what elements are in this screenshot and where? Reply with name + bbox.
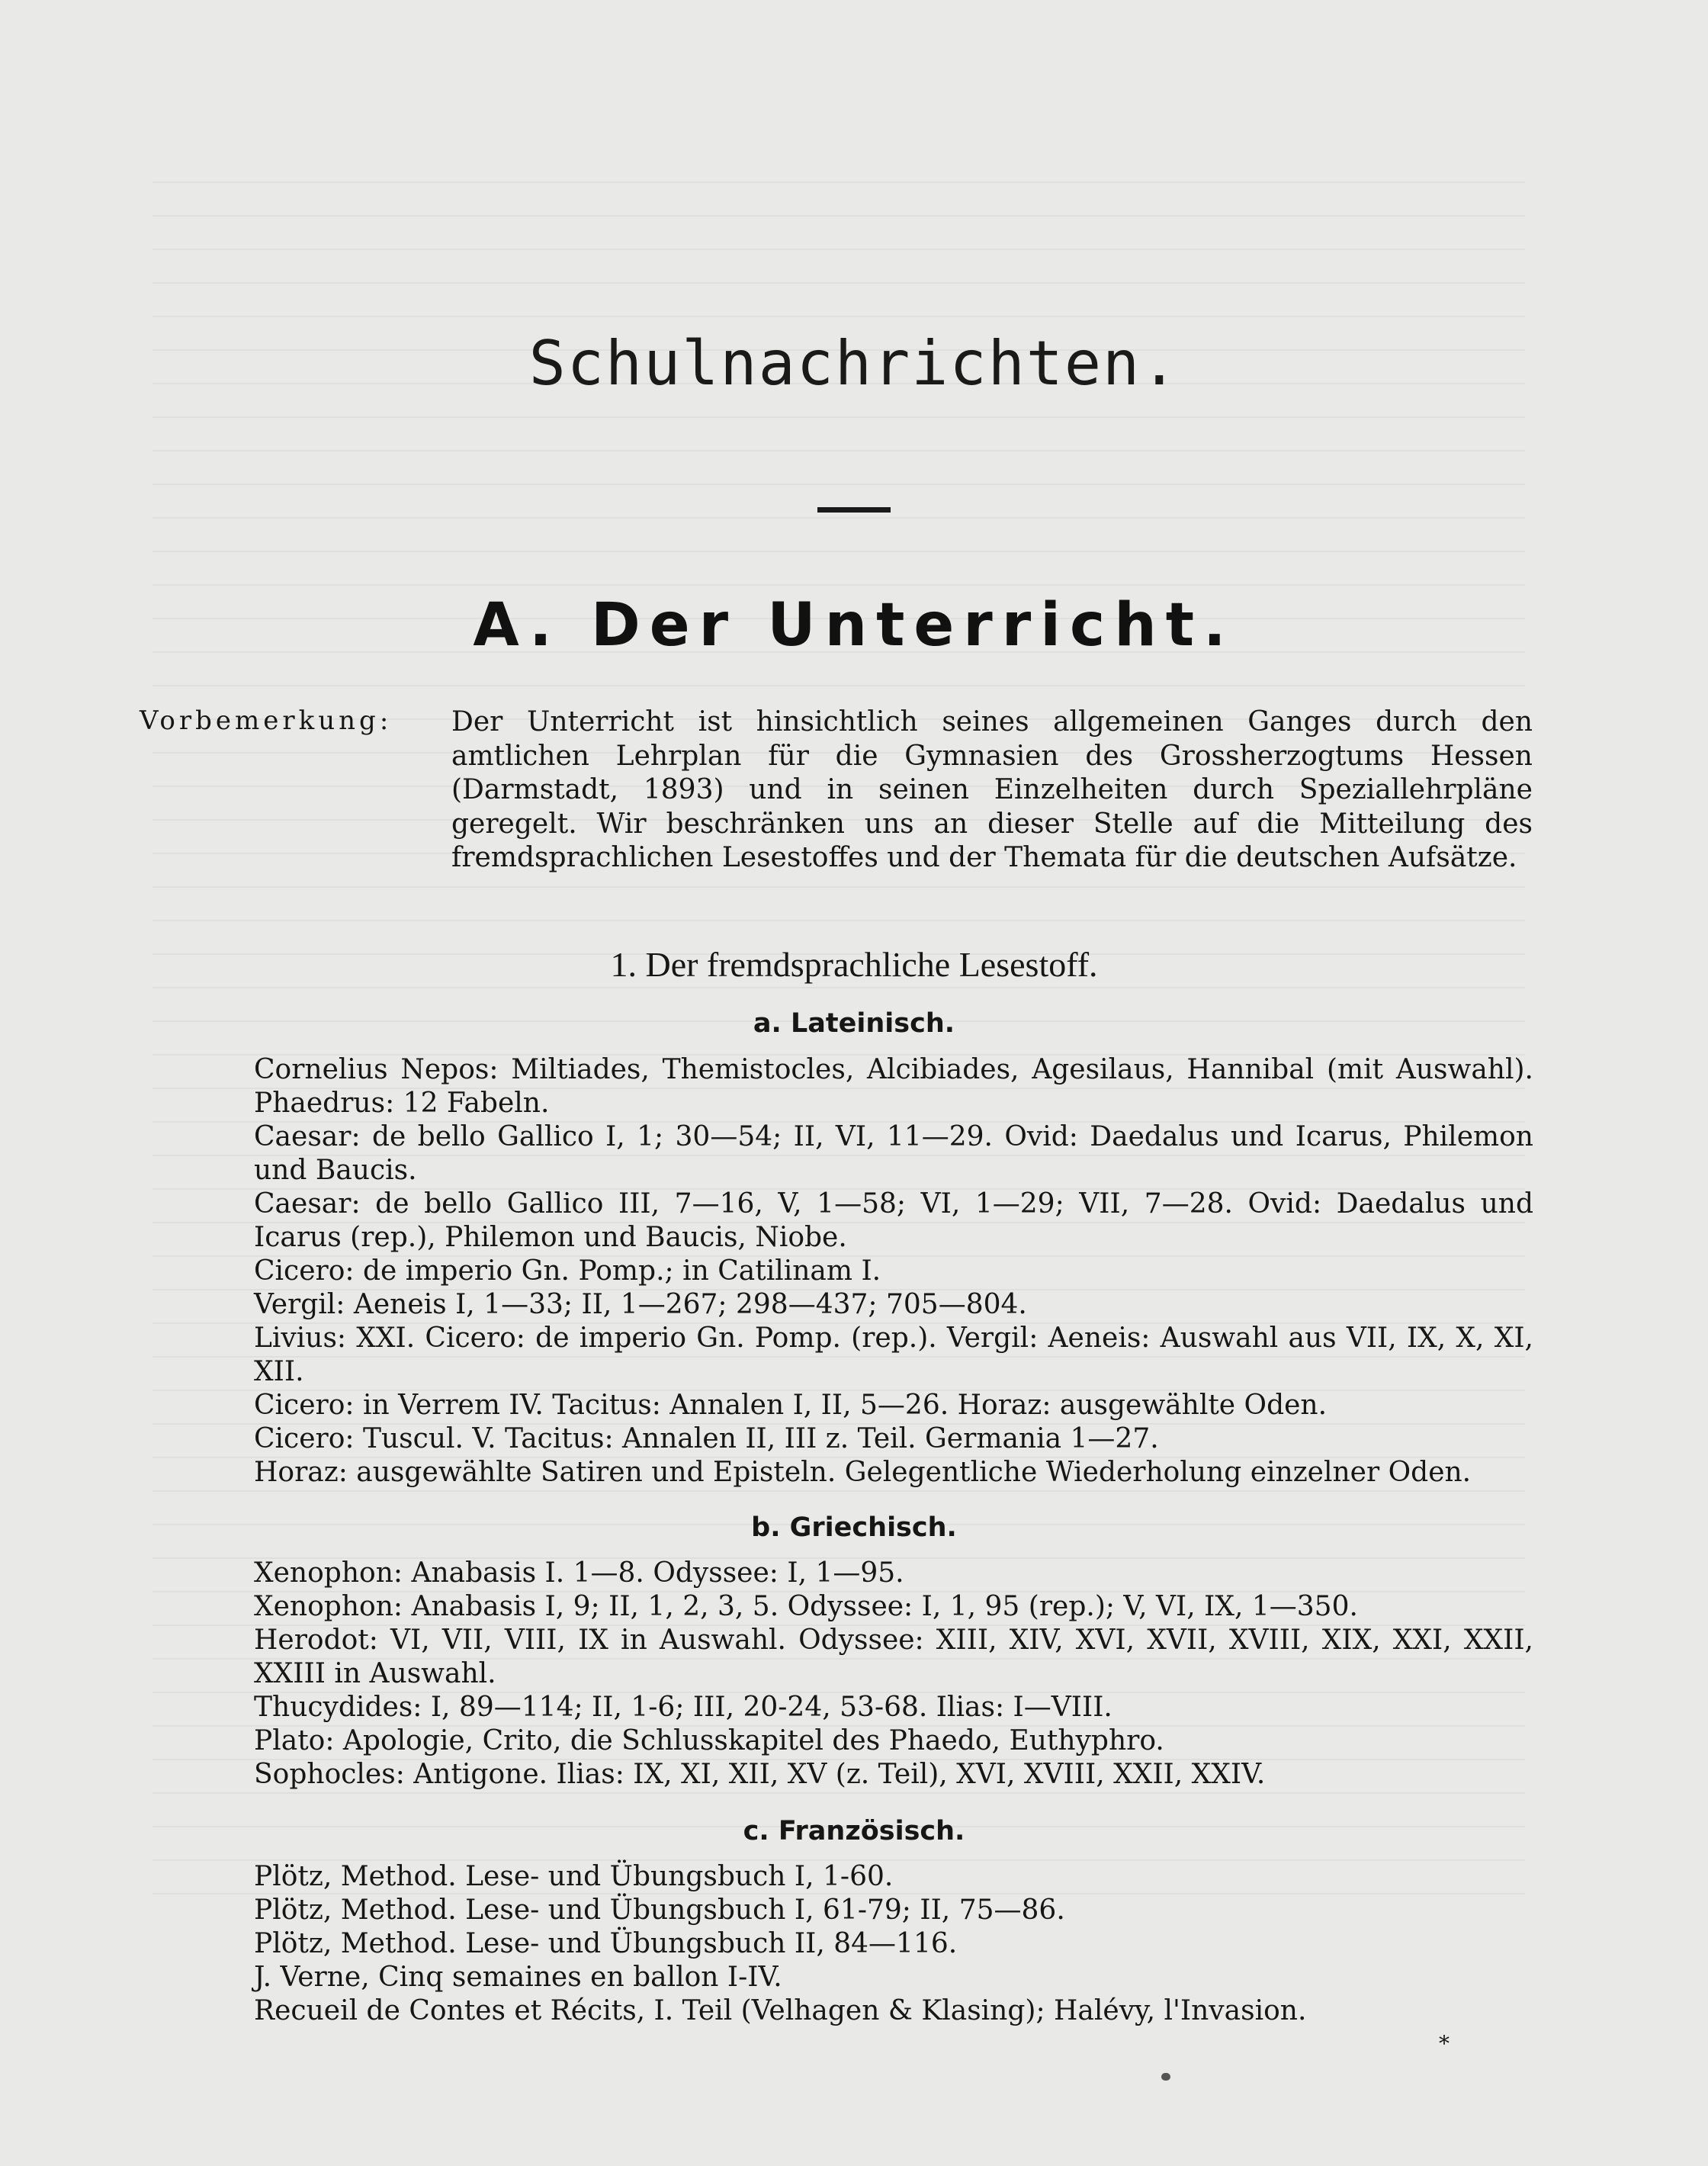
entry-text: Cicero: Tuscul. V. Tacitus: Annalen II, III z. Teil. Germania 1—27. [254,1423,1159,1454]
entry-text: Caesar: de bello Gallico III, 7—16, V, 1—58; VI, 1—29; VII, 7—28. Ovid: Daedalus und Icarus (rep.), Philemon und Baucis, Niobe. [254,1188,1533,1253]
entry-text: Xenophon: Anabasis I, 9; II, 1, 2, 3, 5. Odyssee: I, 1, 95 (rep.); V, VI, IX, 1—350. [254,1591,1358,1622]
entry-text: J. Verne, Cinq semaines en ballon I-IV. [254,1962,782,1993]
section-1-heading: 1. Der fremdsprachliche Lesestoff. [610,945,1098,984]
entry-text: Plötz, Method. Lese- und Übungsbuch I, 1-60. [254,1861,894,1892]
entry-text: Herodot: VI, VII, VIII, IX in Auswahl. Odyssee: XIII, XIV, XVI, XVII, XVIII, XIX, XXI, XXII, XXIII in Auswahl. [254,1624,1533,1689]
entry-text: Cicero: in Verrem IV. Tacitus: Annalen I, II, 5—26. Horaz: ausgewählte Oden. [254,1390,1328,1421]
entry-text: Horaz: ausgewählte Satiren und Episteln. Gelegentliche Wiederholung einzelner Oden. [254,1457,1472,1488]
section-a-heading: A. Der Unterricht. [473,591,1235,660]
entry-text: Sophocles: Antigone. Ilias: IX, XI, XII, XV (z. Teil), XVI, XVIII, XXII, XXIV. [254,1759,1266,1790]
entry-text: Plötz, Method. Lese- und Übungsbuch I, 61-79; II, 75—86. [254,1894,1065,1926]
entry-text: Plato: Apologie, Crito, die Schlusskapitel des Phaedo, Euthyphro. [254,1725,1164,1756]
entry-text: Cicero: de imperio Gn. Pomp.; in Catilinam I. [254,1255,881,1287]
page-title: Schulnachrichten. [528,328,1180,399]
vorbemerkung-label: Vorbemerkung: [140,705,393,736]
entry-text: Recueil de Contes et Récits, I. Teil (Velhagen & Klasing); Halévy, l'Invasion. [254,1995,1307,2026]
latein-heading: a. Lateinisch. [753,1008,955,1039]
vorbemerkung-text: Der Unterricht ist hinsichtlich seines allgemeinen Ganges durch den amtlichen Lehrplan für die Gymnasien des Grossherzogtums Hessen (Darmstadt, 1893) und in seinen Einzelheiten durch Speziallehrpläne geregelt. Wir beschränken uns an dieser Stelle auf die Mitteilung des fremdsprachlichen Lesestoffes und der Themata für die deutschen Aufsätze. [451,706,1533,873]
entry-text: Xenophon: Anabasis I. 1—8. Odyssee: I, 1—95. [254,1557,904,1589]
entry-text: Caesar: de bello Gallico I, 1; 30—54; II, VI, 11—29. Ovid: Daedalus und Icarus, Philemon und Baucis. [254,1121,1533,1186]
entry-text: Livius: XXI. Cicero: de imperio Gn. Pomp. (rep.). Vergil: Aeneis: Auswahl aus VII, IX, X, XI, XII. [254,1322,1533,1387]
entry-text: Cornelius Nepos: Miltiades, Themistocles, Alcibiades, Agesilaus, Hannibal (mit Auswahl). Phaedrus: 12 Fabeln. [254,1054,1533,1119]
franzoesisch-heading: c. Französisch. [743,1816,965,1846]
griechisch-heading: b. Griechisch. [751,1512,957,1543]
entry-text: Vergil: Aeneis I, 1—33; II, 1—267; 298—437; 705—804. [254,1289,1027,1320]
entry-text: Plötz, Method. Lese- und Übungsbuch II, 84—116. [254,1928,958,1959]
entry-text: Thucydides: I, 89—114; II, 1-6; III, 20-24, 53-68. Ilias: I—VIII. [254,1692,1112,1723]
ink-speck [1161,2073,1170,2081]
title-rule [817,507,891,513]
footer-asterisk: * [1439,2031,1450,2056]
